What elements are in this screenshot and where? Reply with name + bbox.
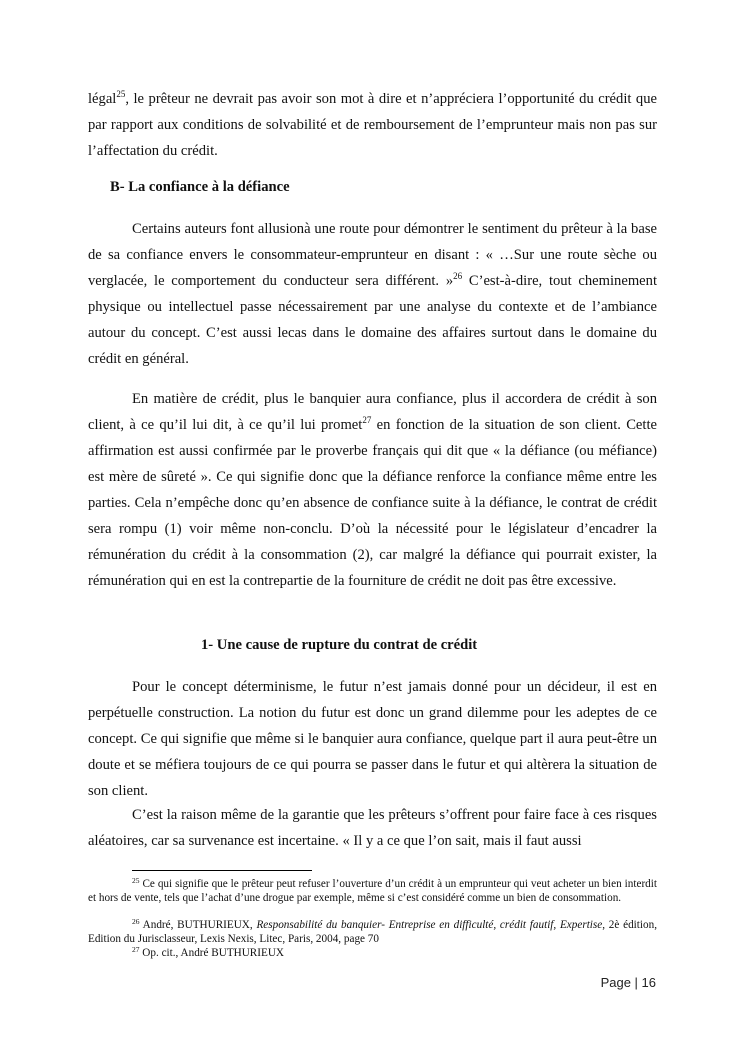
text-run: , le prêteur ne devrait pas avoir son mot à dire et n’appréciera l’opportunité du crédit que par rapport aux conditions de solvabilité et de remboursement de l’emprunteur mais non pas sur l’affectation du crédit. <box>88 91 657 159</box>
paragraph-credit <box>88 386 657 594</box>
footnote-text: Op. cit., André BUTHURIEUX <box>139 947 284 959</box>
paragraph-confiance <box>88 216 657 372</box>
text-run: En matière de crédit, plus le banquier aura confiance, plus il accordera de crédit à son client, à ce qu’il lui dit, à ce qu’il lui promet <box>88 391 657 433</box>
footnote-ref-26[interactable]: 26 <box>453 271 463 281</box>
footnote-number: 26 <box>132 917 140 926</box>
footnote-26 <box>88 919 657 946</box>
text-run: en fonction de la situation de son client. Cette affirmation est aussi confirmée par le proverbe français qui dit que « la défiance (ou méfiance) est mère de sûreté ». Ce qui signifie donc que la défiance renforce la confiance même entre les parties. Cela n’empêche donc qu’en absence de confiance suite à la défiance, le contrat de crédit sera rompu (1) voir même non-conclu. D’où la nécessité pour le législateur d’encadrer la rémunération du crédit à la consommation (2), car malgré la défiance qui pourrait exister, la rémunération qui en est la contrepartie de la fourniture de crédit ne doit pas être excessive. <box>88 417 657 589</box>
footnote-text: , 2è édition, Edition du Jurisclasseur, Lexis Nexis, Litec, Paris, 2004, page 70 <box>88 919 657 945</box>
paragraph-determinisme: Pour le concept déterminisme, le futur n’est jamais donné pour un décideur, il est en perpétuelle construction. La notion du futur est donc un grand dilemme pour les adeptes de ce concept. Ce qui signifie que même si le banquier aura confiance, quelque part il aura peut-être un doute et se méfiera toujours de ce qui pourra se passer dans le futur et qui altèrera la situation de son client. <box>88 679 657 799</box>
page-number: Page | 16 <box>600 975 656 990</box>
text-run: légal <box>88 91 117 107</box>
section-heading-1: 1- Une cause de rupture du contrat de crédit <box>201 637 478 653</box>
footnote-text: Ce qui signifie que le prêteur peut refuser l’ouverture d’un crédit à un emprunteur qui veut acheter un bien interdit et hors de vente, tels que l’achat d’une drogue par exemple, même si c’est considéré comme un bien de consommation. <box>88 878 657 904</box>
footnote-ref-27[interactable]: 27 <box>362 415 372 425</box>
section-heading-b: B- La confiance à la défiance <box>110 179 290 195</box>
footnote-number: 27 <box>132 945 140 954</box>
footnote-divider <box>132 870 312 871</box>
footnote-book-title: Responsabilité du banquier- Entreprise en difficulté, crédit fautif, Expertise <box>256 919 603 931</box>
paragraph-continuation <box>88 86 657 164</box>
footnote-27 <box>88 947 657 961</box>
footnote-ref-25[interactable]: 25 <box>116 89 126 99</box>
footnote-25 <box>88 878 657 905</box>
text-run: Certains auteurs font allusionà une route pour démontrer le sentiment du prêteur à la base de sa confiance envers le consommateur-emprunteur en disant : « …Sur une route sèche ou verglacée, le comportement du conducteur sera différent. » <box>88 221 657 289</box>
paragraph-garantie: C’est la raison même de la garantie que les prêteurs s’offrent pour faire face à ces risques aléatoires, car sa survenance est incertaine. « Il y a ce que l’on sait, mais il faut aussi <box>88 807 657 849</box>
footnote-text: André, BUTHURIEUX, <box>139 919 257 931</box>
text-run: C’est-à-dire, tout cheminement physique ou intellectuel passe nécessairement par une analyse du contexte et de l’ambiance autour du concept. C’est aussi lecas dans le domaine des affaires surtout dans le domaine du crédit en général. <box>88 273 657 367</box>
footnote-number: 25 <box>132 876 140 885</box>
